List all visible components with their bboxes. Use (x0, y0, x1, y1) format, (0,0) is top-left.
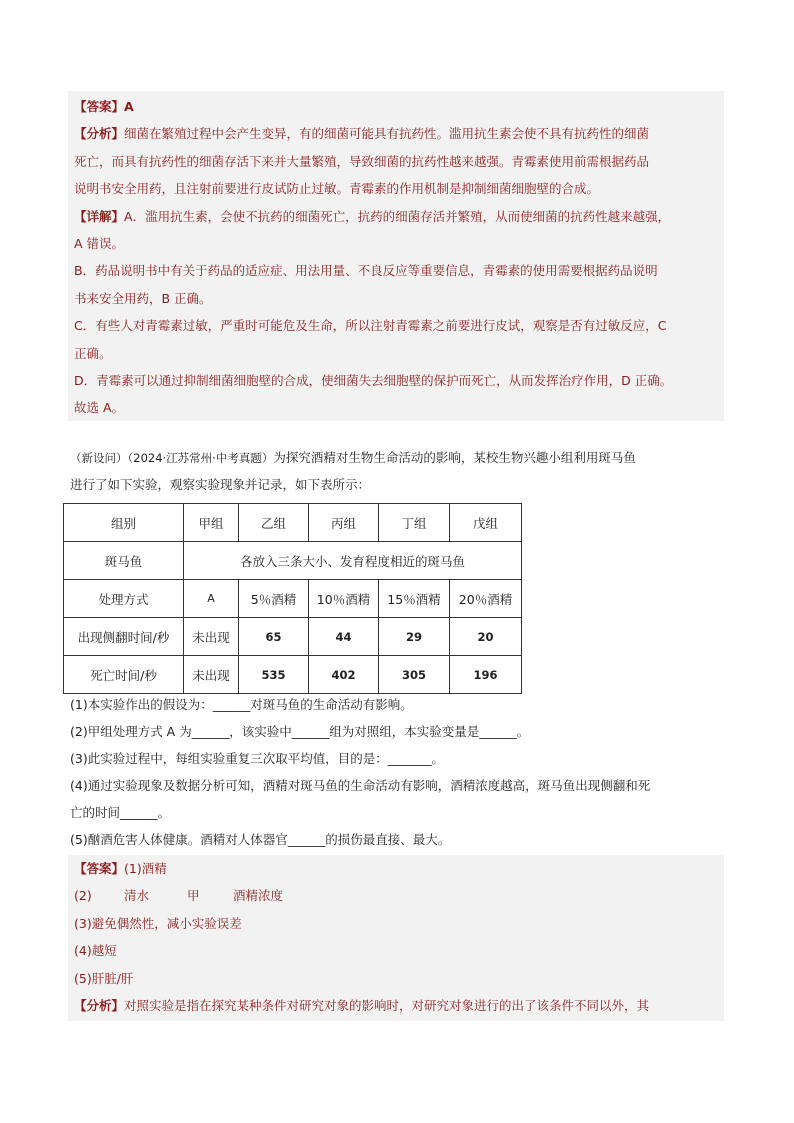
table-cell: 20 (450, 618, 522, 656)
answer2-value-2b: 甲 (187, 888, 200, 904)
table-header-row (64, 504, 522, 542)
subquestion-5: (5)酗酒危害人体健康。酒精对人体器官______的损伤最直接、最大。 (70, 832, 451, 847)
question-stem-text: 为探究酒精对生物生命活动的影响，某校生物兴趣小组利用斑马鱼 (273, 450, 636, 465)
table-cell: 处理方式 (64, 580, 184, 618)
table-cell: 5％酒精 (239, 580, 309, 618)
question-source-tag: （新设问）（2024·江苏常州·中考真题） (70, 451, 274, 465)
answer2-line-3: (3)避免偶然性，减小实验误差 (74, 915, 242, 931)
option-d-line-2: 故选 A。 (74, 400, 125, 416)
table-header-cell: 戊组 (450, 504, 522, 542)
table-cell: 出现侧翻时间/秒 (64, 618, 184, 656)
answer-value: A (124, 99, 134, 114)
question-stem-line-1 (70, 444, 636, 472)
answer2-line-2 (74, 882, 718, 909)
analysis-line-3: 说明书安全用药，且注射前要进行皮试防止过敏。青霉素的作用机制是抑制细菌细胞壁的合成。 (74, 181, 600, 197)
table-cell: 10％酒精 (309, 580, 379, 618)
answer2-line-5: (5)肝脏/肝 (74, 970, 134, 986)
detail-line-1 (74, 203, 718, 230)
table-cell: 死亡时间/秒 (64, 656, 184, 694)
option-b-line-1: B．药品说明书中有关于药品的适应症、用法用量、不良反应等重要信息，青霉素的使用需要根据药品说明 (74, 263, 658, 279)
option-b-line-2: 书来安全用药，B 正确。 (74, 290, 212, 306)
subquestion-3: (3)此实验过程中，每组实验重复三次取平均值，目的是：_______。 (70, 751, 444, 766)
answer2-analysis-line (74, 992, 718, 1019)
subquestion-4-line-1: (4)通过实验现象及数据分析可知，酒精对斑马鱼的生命活动有影响，酒精浓度越高，斑马鱼出现侧翻和死 (70, 778, 651, 793)
table-cell: 未出现 (184, 618, 239, 656)
answer-tag: 【答案】 (74, 99, 125, 114)
table-row (64, 542, 522, 580)
option-d-line-1: D．青霉素可以通过抑制细菌细胞壁的合成，使细菌失去细胞壁的保护而死亡，从而发挥治疗作用，D 正确。 (74, 373, 673, 389)
answer2-num-2: (2) (74, 888, 92, 904)
answer2-value-2a: 清水 (124, 888, 150, 904)
table-cell: 44 (309, 618, 379, 656)
table-cell: 196 (450, 656, 522, 694)
detail-line-2: A 错误。 (74, 236, 125, 252)
table-cell: 305 (379, 656, 450, 694)
table-row (64, 656, 522, 694)
subquestion-4-line-2: 亡的时间______。 (70, 805, 171, 820)
option-c-line-2: 正确。 (74, 345, 112, 361)
answer2-tag: 【答案】 (74, 861, 125, 876)
table-cell: 未出现 (184, 656, 239, 694)
table-cell: 15％酒精 (379, 580, 450, 618)
answer2-line-1 (74, 855, 718, 882)
table-row (64, 618, 522, 656)
answer2-analysis-text: 对照实验是指在探究某种条件对研究对象的影响时，对研究对象进行的出了该条件不同以外，其 (124, 998, 650, 1014)
table-cell-merged: 各放入三条大小、发育程度相近的斑马鱼 (184, 542, 522, 580)
option-c-line-1: C．有些人对青霉素过敏，严重时可能危及生命，所以注射青霉素之前要进行皮试，观察是否有过敏反应，C (74, 318, 667, 334)
table-cell: 535 (239, 656, 309, 694)
detail-tag: 【详解】 (74, 208, 125, 224)
subquestion-1: (1)本实验作出的假设为：______对斑马鱼的生命活动有影响。 (70, 697, 413, 712)
experiment-table (63, 503, 522, 694)
analysis-line-1 (74, 120, 718, 147)
table-cell: 20％酒精 (450, 580, 522, 618)
answer-block-1 (68, 91, 724, 421)
table-cell: 斑马鱼 (64, 542, 184, 580)
detail-text: A．滥用抗生素，会使不抗药的细菌死亡，抗药的细菌存活并繁殖，从而使细菌的抗药性越来越强， (124, 208, 671, 224)
table-row (64, 580, 522, 618)
table-cell: 402 (309, 656, 379, 694)
answer2-value-1: (1)酒精 (124, 861, 167, 876)
table-header-cell: 组别 (64, 504, 184, 542)
analysis-text: 细菌在繁殖过程中会产生变异，有的细菌可能具有抗药性。滥用抗生素会使不具有抗药性的细菌 (124, 126, 650, 142)
table-cell: 65 (239, 618, 309, 656)
table-cell: 29 (379, 618, 450, 656)
analysis-line-2: 死亡，而具有抗药性的细菌存活下来并大量繁殖，导致细菌的抗药性越来越强。青霉素使用前需根据药品 (74, 153, 650, 169)
answer-block-2 (68, 855, 724, 1021)
table-header-cell: 乙组 (239, 504, 309, 542)
analysis-tag: 【分析】 (74, 126, 125, 142)
answer2-analysis-tag: 【分析】 (74, 998, 125, 1014)
table-header-cell: 丙组 (309, 504, 379, 542)
answer-line (74, 93, 718, 120)
question-stem-line-2: 进行了如下实验，观察实验现象并记录，如下表所示： (70, 477, 371, 492)
subquestion-2: (2)甲组处理方式 A 为______，该实验中______组为对照组，本实验变量是______。 (70, 724, 530, 739)
answer2-line-4: (4)越短 (74, 943, 117, 959)
answer2-value-2c: 酒精浓度 (233, 888, 284, 904)
table-header-cell: 丁组 (379, 504, 450, 542)
table-cell: A (184, 580, 239, 618)
table-header-cell: 甲组 (184, 504, 239, 542)
